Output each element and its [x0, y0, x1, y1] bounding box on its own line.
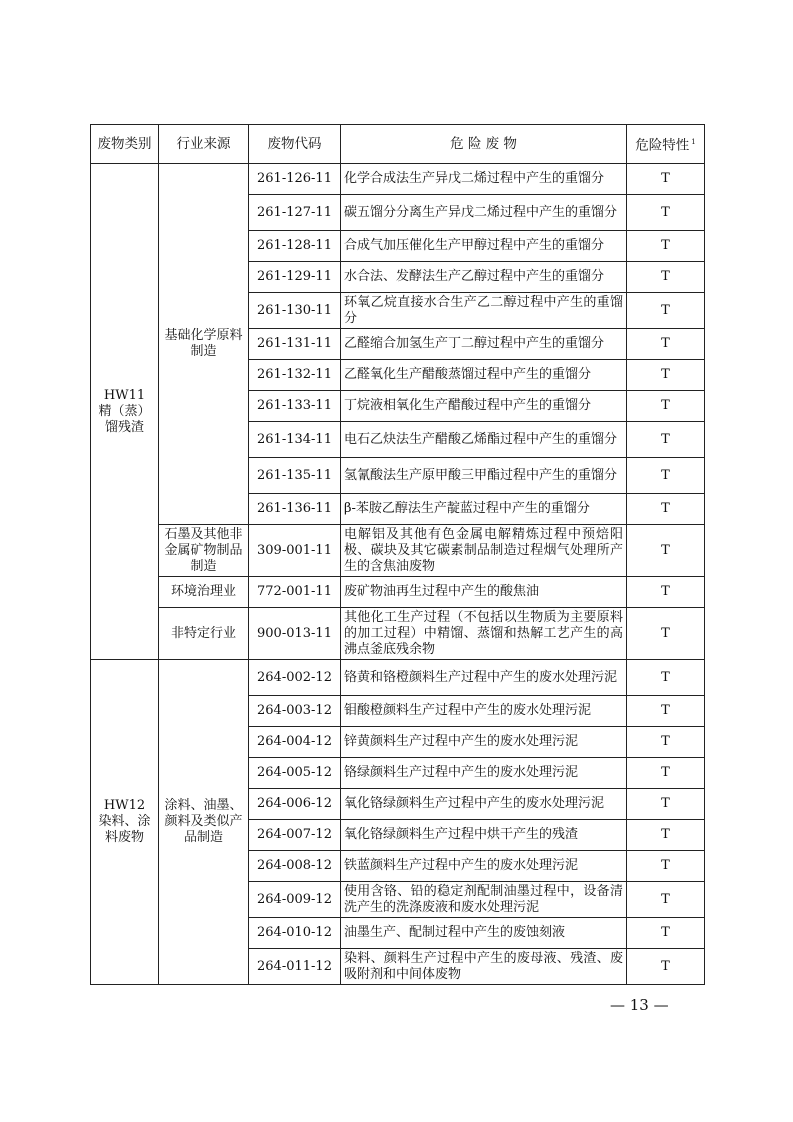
industry-source-cell: 涂料、油墨、 颜料及类似产 品制造: [159, 660, 249, 985]
hazard-property-cell: T: [627, 391, 705, 422]
hazard-property-cell: T: [627, 360, 705, 391]
waste-code-cell: 261-133-11: [249, 391, 341, 422]
waste-code-cell: 264-008-12: [249, 851, 341, 882]
waste-code-cell: 261-136-11: [249, 494, 341, 525]
table-row: [91, 608, 705, 660]
hazard-property-cell: T: [627, 422, 705, 458]
waste-code-cell: 261-128-11: [249, 231, 341, 262]
hazard-property-cell: T: [627, 262, 705, 293]
waste-description-cell: 铁蓝颜料生产过程中产生的废水处理污泥: [341, 851, 627, 882]
header-property-footnote: 1: [691, 138, 696, 147]
waste-code-cell: 261-132-11: [249, 360, 341, 391]
waste-description-cell: 化学合成法生产异戊二烯过程中产生的重馏分: [341, 164, 627, 195]
waste-description-cell: β-苯胺乙醇法生产靛蓝过程中产生的重馏分: [341, 494, 627, 525]
waste-description-cell: 铬绿颜料生产过程中产生的废水处理污泥: [341, 758, 627, 789]
waste-code-cell: 309-001-11: [249, 525, 341, 577]
hazard-property-cell: T: [627, 494, 705, 525]
waste-description-cell: 电石乙炔法生产醋酸乙烯酯过程中产生的重馏分: [341, 422, 627, 458]
waste-code-cell: 772-001-11: [249, 577, 341, 608]
waste-code-cell: 261-126-11: [249, 164, 341, 195]
industry-source-cell: 石墨及其他非 金属矿物制品 制造: [159, 525, 249, 577]
waste-code-cell: 261-131-11: [249, 329, 341, 360]
header-property: [627, 125, 705, 164]
waste-code-cell: 264-009-12: [249, 882, 341, 918]
waste-category-cell: HW11 精（蒸） 馏残渣: [91, 164, 159, 660]
waste-code-cell: 900-013-11: [249, 608, 341, 660]
hazard-property-cell: T: [627, 851, 705, 882]
industry-source-cell: 环境治理业: [159, 577, 249, 608]
waste-description-cell: 铬黄和铬橙颜料生产过程中产生的废水处理污泥: [341, 660, 627, 696]
table-row: [91, 660, 705, 696]
waste-description-cell: 水合法、发酵法生产乙醇过程中产生的重馏分: [341, 262, 627, 293]
waste-code-cell: 261-129-11: [249, 262, 341, 293]
waste-code-cell: 264-011-12: [249, 949, 341, 985]
hazard-property-cell: T: [627, 758, 705, 789]
hazard-property-cell: T: [627, 577, 705, 608]
hazardous-waste-table: [90, 124, 705, 985]
hazard-property-cell: T: [627, 329, 705, 360]
table-row: [91, 525, 705, 577]
waste-description-cell: 碳五馏分分离生产异戊二烯过程中产生的重馏分: [341, 195, 627, 231]
waste-code-cell: 264-006-12: [249, 789, 341, 820]
table-body: [91, 164, 705, 985]
waste-code-cell: 261-130-11: [249, 293, 341, 329]
waste-description-cell: 染料、颜料生产过程中产生的废母液、残渣、废吸附剂和中间体废物: [341, 949, 627, 985]
waste-code-cell: 261-127-11: [249, 195, 341, 231]
hazard-property-cell: T: [627, 231, 705, 262]
waste-description-cell: 丁烷液相氧化生产醋酸过程中产生的重馏分: [341, 391, 627, 422]
header-industry: 行业来源: [159, 125, 249, 164]
waste-category-cell: HW12 染料、涂 料废物: [91, 660, 159, 985]
hazard-property-cell: T: [627, 949, 705, 985]
waste-description-cell: 其他化工生产过程（不包括以生物质为主要原料的加工过程）中精馏、蒸馏和热解工艺产生的高沸点釜底残余物: [341, 608, 627, 660]
hazard-property-cell: T: [627, 820, 705, 851]
header-code: 废物代码: [249, 125, 341, 164]
waste-code-cell: 264-007-12: [249, 820, 341, 851]
header-waste: 危 险 废 物: [341, 125, 627, 164]
table-row: [91, 577, 705, 608]
header-property-label: 危险特性: [635, 137, 690, 154]
hazard-property-cell: T: [627, 608, 705, 660]
industry-source-cell: 基础化学原料 制造: [159, 164, 249, 525]
hazard-property-cell: T: [627, 458, 705, 494]
hazard-property-cell: T: [627, 727, 705, 758]
waste-description-cell: 钼酸橙颜料生产过程中产生的废水处理污泥: [341, 696, 627, 727]
waste-description-cell: 乙醛氧化生产醋酸蒸馏过程中产生的重馏分: [341, 360, 627, 391]
waste-description-cell: 氢氰酸法生产原甲酸三甲酯过程中产生的重馏分: [341, 458, 627, 494]
hazard-property-cell: T: [627, 164, 705, 195]
hazard-property-cell: T: [627, 882, 705, 918]
hazard-property-cell: T: [627, 789, 705, 820]
hazard-property-cell: T: [627, 918, 705, 949]
waste-description-cell: 合成气加压催化生产甲醇过程中产生的重馏分: [341, 231, 627, 262]
waste-description-cell: 氧化铬绿颜料生产过程中产生的废水处理污泥: [341, 789, 627, 820]
waste-description-cell: 油墨生产、配制过程中产生的废蚀刻液: [341, 918, 627, 949]
waste-description-cell: 电解铝及其他有色金属电解精炼过程中预焙阳极、碳块及其它碳素制品制造过程烟气处理所产生的含焦油废物: [341, 525, 627, 577]
header-category: 废物类别: [91, 125, 159, 164]
waste-code-cell: 261-135-11: [249, 458, 341, 494]
hazard-property-cell: T: [627, 660, 705, 696]
waste-code-cell: 264-003-12: [249, 696, 341, 727]
waste-code-cell: 264-004-12: [249, 727, 341, 758]
waste-description-cell: 氧化铬绿颜料生产过程中烘干产生的残渣: [341, 820, 627, 851]
hazard-property-cell: T: [627, 293, 705, 329]
table-header-row: [91, 125, 705, 164]
waste-code-cell: 264-005-12: [249, 758, 341, 789]
waste-description-cell: 废矿物油再生过程中产生的酸焦油: [341, 577, 627, 608]
hazard-property-cell: T: [627, 525, 705, 577]
waste-description-cell: 使用含铬、铅的稳定剂配制油墨过程中，设备清洗产生的洗涤废液和废水处理污泥: [341, 882, 627, 918]
hazard-property-cell: T: [627, 195, 705, 231]
waste-description-cell: 锌黄颜料生产过程中产生的废水处理污泥: [341, 727, 627, 758]
waste-code-cell: 261-134-11: [249, 422, 341, 458]
table-row: [91, 164, 705, 195]
page-number: — 13 —: [610, 996, 669, 1014]
industry-source-cell: 非特定行业: [159, 608, 249, 660]
waste-code-cell: 264-002-12: [249, 660, 341, 696]
waste-code-cell: 264-010-12: [249, 918, 341, 949]
waste-description-cell: 乙醛缩合加氢生产丁二醇过程中产生的重馏分: [341, 329, 627, 360]
hazard-property-cell: T: [627, 696, 705, 727]
waste-description-cell: 环氧乙烷直接水合生产乙二醇过程中产生的重馏分: [341, 293, 627, 329]
